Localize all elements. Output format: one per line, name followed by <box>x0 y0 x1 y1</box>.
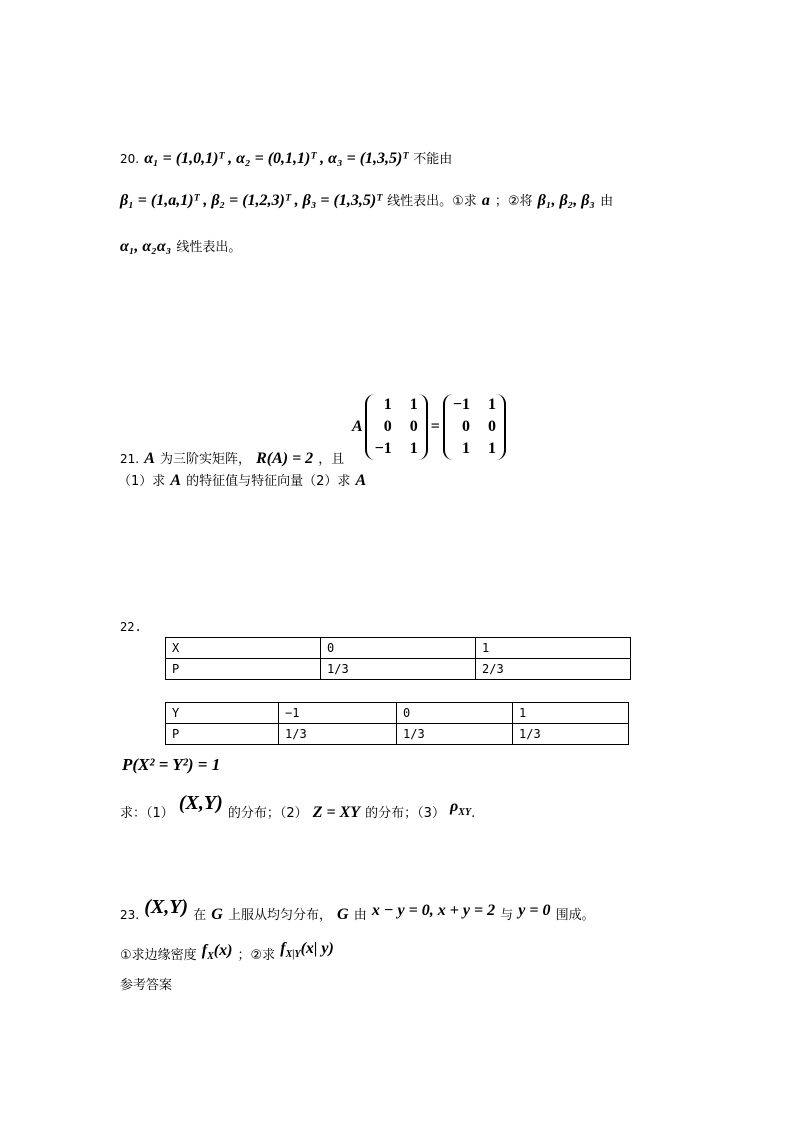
matrix-cell: 1 <box>409 440 418 457</box>
q22-text: 的分布；（3） <box>365 806 445 821</box>
q21-text: （1）求 <box>118 474 166 489</box>
q23-eq1: x − y = 0, x + y = 2 <box>371 902 496 919</box>
q23-G: G <box>337 906 349 923</box>
q22-number: 22. <box>120 620 142 634</box>
q22-rho <box>450 798 472 819</box>
matrix-cell: 1 <box>488 396 497 413</box>
matrix-cell: 1 <box>409 396 418 413</box>
q22-text: 求：（1） <box>120 806 174 821</box>
matrix-cell: −1 <box>452 396 471 413</box>
q20-betas: β₁, β₂, β₃ <box>537 192 595 209</box>
q23-text: 由 <box>353 908 367 923</box>
table-cell: X <box>166 638 321 659</box>
q21-line1 <box>120 448 344 468</box>
q21-var-A: A <box>355 472 367 489</box>
table-cell: 0 <box>321 638 476 659</box>
q21-matrix-left <box>365 394 428 460</box>
table-cell: 2/3 <box>476 659 631 680</box>
q23-line1 <box>120 896 595 925</box>
matrix-cell: 0 <box>488 418 497 435</box>
q23-G: G <box>211 906 223 923</box>
table-cell: P <box>166 724 279 745</box>
matrix-cell: 0 <box>462 418 471 435</box>
q21-text: 的特征值与特征向量（2）求 <box>186 474 351 489</box>
q23-text: 在 <box>193 908 207 923</box>
distribution-table-y <box>165 702 629 745</box>
f-symbol: f <box>201 942 208 959</box>
rho-symbol: ρ <box>450 798 459 815</box>
q21-number: 21. <box>120 452 140 466</box>
matrix-cell: 1 <box>488 440 497 457</box>
q20-var-a: a <box>481 192 490 209</box>
f-argument: (x) <box>213 942 233 959</box>
matrix-cell: 1 <box>383 396 392 413</box>
q23-text: ①求边缘密度 <box>120 948 197 963</box>
q23-text: 与 <box>500 908 514 923</box>
f-subscript: X <box>207 951 214 963</box>
q20-number: 20. <box>120 152 140 166</box>
q21-var-A: A <box>144 450 155 467</box>
table-cell: Y <box>166 703 279 724</box>
q22-condition: P(X² = Y²) = 1 <box>122 755 221 774</box>
rho-subscript: XY <box>458 807 472 819</box>
table-row <box>166 659 631 680</box>
q20-text: 由 <box>600 194 614 209</box>
q20-text: 不能由 <box>413 152 453 167</box>
q20-beta-vectors: β₁ = (1,a,1)ᵀ , β₂ = (1,2,3)ᵀ , β₃ = (1,3,5)ᵀ <box>120 192 382 209</box>
table-cell: 1 <box>476 638 631 659</box>
q23-fxy <box>280 940 334 961</box>
matrix-cell: 0 <box>383 418 392 435</box>
q20-line1 <box>120 148 452 168</box>
q23-text: ；②求 <box>237 948 276 963</box>
q20-alphas: α₁, α₂α₃ <box>120 238 172 255</box>
equals-sign: = <box>430 418 440 435</box>
q23-xy: (X,Y) <box>144 896 189 918</box>
q20-alpha-vectors: α₁ = (1,0,1)ᵀ , α₂ = (0,1,1)ᵀ , α₃ = (1,3,5)ᵀ <box>144 150 409 167</box>
q21-rank: R(A) = 2 <box>256 450 314 467</box>
table-cell: 1 <box>513 703 629 724</box>
q21-text: ，且 <box>318 452 345 467</box>
q21-matrix-right <box>443 394 506 460</box>
table-cell: P <box>166 659 321 680</box>
table-cell: 1/3 <box>321 659 476 680</box>
q23-fx <box>201 942 233 963</box>
matrix-cell: −1 <box>374 440 392 457</box>
q21-text: 为三阶实矩阵， <box>159 452 251 467</box>
q21-var-A: A <box>352 418 363 435</box>
table-row <box>166 724 629 745</box>
table-cell: 0 <box>397 703 513 724</box>
f-argument: (x| y) <box>300 940 334 957</box>
q20-line2 <box>120 190 613 210</box>
q23-number: 23. <box>120 908 140 922</box>
q23-text: 上服从均匀分布， <box>227 908 332 923</box>
answer-heading: 参考答案 <box>120 978 173 993</box>
matrix-cell: 0 <box>409 418 418 435</box>
q22-question <box>120 792 476 824</box>
q21-line2 <box>118 470 366 490</box>
table-row <box>166 703 629 724</box>
q21-var-A: A <box>170 472 182 489</box>
table-cell: −1 <box>279 703 397 724</box>
q22-z-eq: Z = XY <box>312 804 361 821</box>
q22-xy: (X,Y) <box>178 792 223 814</box>
q20-text: 线性表出。①求 <box>387 194 477 209</box>
q23-eq2: y = 0 <box>518 902 551 919</box>
q20-line3 <box>120 236 241 256</box>
q23-text: 围成。 <box>555 908 595 923</box>
table-cell: 1/3 <box>279 724 397 745</box>
q23-line2 <box>120 940 334 966</box>
table-row <box>166 638 631 659</box>
q21-matrix-equation <box>352 394 506 460</box>
f-symbol: f <box>280 940 286 957</box>
q22-text: . <box>471 806 476 821</box>
q22-text: 的分布；（2） <box>227 806 308 821</box>
distribution-table-x <box>165 637 631 680</box>
table-cell: 1/3 <box>397 724 513 745</box>
matrix-cell: 1 <box>462 440 471 457</box>
f-subscript: X|Y <box>285 949 301 961</box>
table-cell: 1/3 <box>513 724 629 745</box>
q20-text: ；②将 <box>494 194 533 209</box>
q20-text: 线性表出。 <box>176 240 242 255</box>
